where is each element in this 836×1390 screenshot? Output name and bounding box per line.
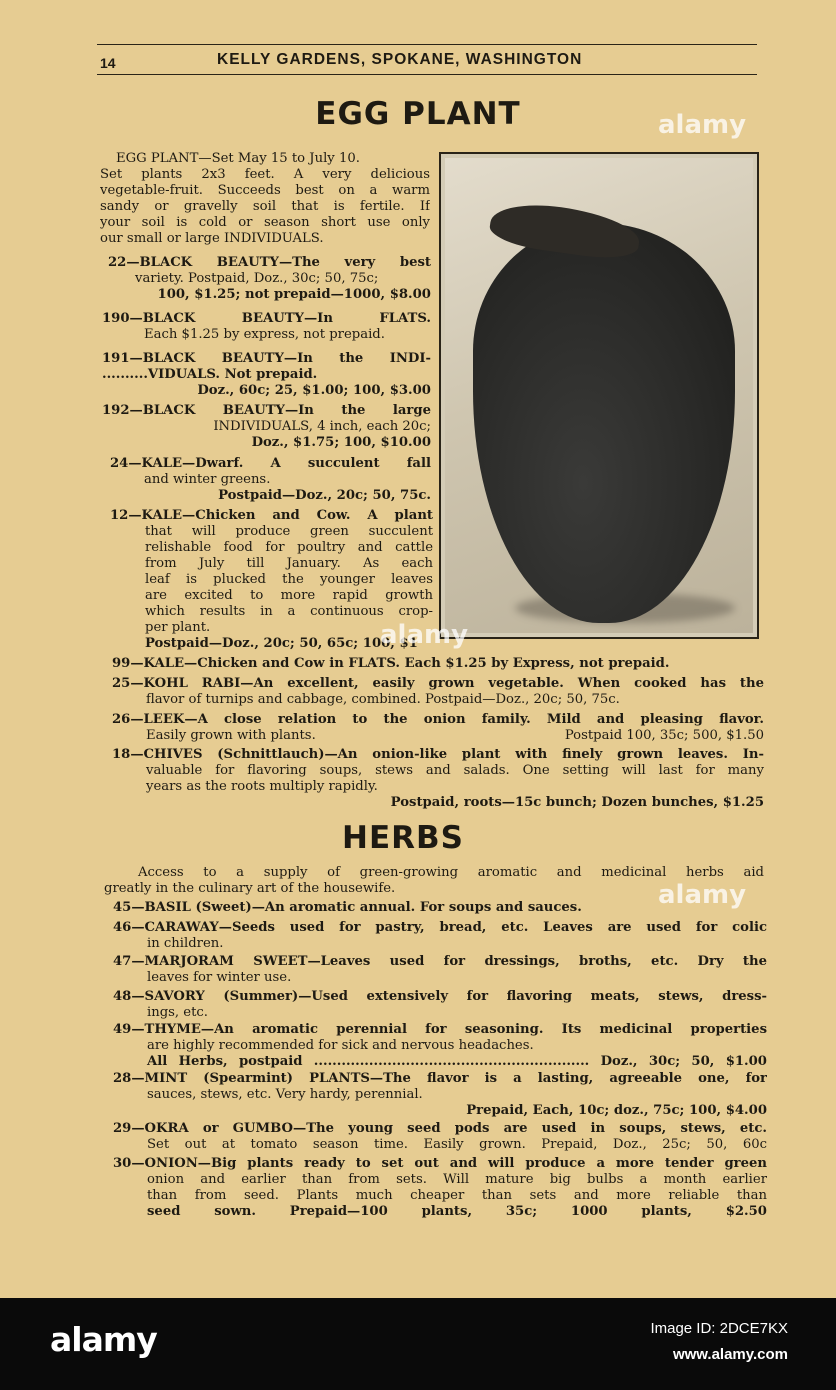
catalog-item: 12—KALE—Chicken and Cow. A plant that will produce green succulent relishable food for poultry and cattle from July till January. As each leaf is plucked the younger leaves are excited to more rapid growth which results in a continuous crop- per plant. Postpaid—Doz., 20c; 50, 65c; 100, $1 bbox=[110, 508, 433, 651]
catalog-item: 22—BLACK BEAUTY—The very best variety. Postpaid, Doz., 30c; 50, 75c; 100, $1.25; not prepaid—1000, $8.00 bbox=[108, 255, 431, 302]
eggplant-image bbox=[445, 158, 753, 633]
watermark: alamy bbox=[658, 880, 747, 910]
catalog-item: 47—MARJORAM SWEET—Leaves used for dressings, broths, etc. Dry the leaves for winter use. bbox=[113, 954, 767, 985]
herbs-intro: Access to a supply of green-growing aromatic and medicinal herbs aid greatly in the culinary art of the housewife. bbox=[104, 865, 764, 896]
catalog-item: 25—KOHL RABI—An excellent, easily grown vegetable. When cooked has the flavor of turnips and cabbage, combined. Postpaid—Doz., 20c; 50, 75c. bbox=[112, 676, 764, 707]
catalog-item: 30—ONION—Big plants ready to set out and will produce a more tender green onion and earlier than from sets. Will mature big bulbs a month earlier than from seed. Plants much cheaper than sets and more reliable than seed sown. Prepaid—100 plants, 35c; 1000 plants, $2.50 bbox=[113, 1156, 767, 1219]
catalog-item: 24—KALE—Dwarf. A succulent fall and winter greens. Postpaid—Doz., 20c; 50, 75c. bbox=[110, 456, 431, 503]
catalog-item: 28—MINT (Spearmint) PLANTS—The flavor is a lasting, agreeable one, for sauces, stews, etc. Very hardy, perennial. Prepaid, Each, 10c; doz., 75c; 100, $4.00 bbox=[113, 1071, 767, 1118]
running-title: KELLY GARDENS, SPOKANE, WASHINGTON bbox=[217, 51, 583, 68]
egg-plant-intro: EGG PLANT—Set May 15 to July 10. Set plants 2x3 feet. A very delicious vegetable-fruit. Succeeds best on a warm sandy or gravelly soil that is fertile. If your soil is cold or season short use only our small or large INDIVIDUALS. bbox=[100, 151, 430, 246]
catalog-item: 49—THYME—An aromatic perennial for seasoning. Its medicinal properties are highly recommended for sick and nervous headaches. All Herbs, postpaid ............................................................ Doz., 30c; 50, $1.00 bbox=[113, 1022, 767, 1069]
catalog-item: 99—KALE—Chicken and Cow in FLATS. Each $1.25 by Express, not prepaid. bbox=[112, 656, 670, 671]
catalog-item: 26—LEEK—A close relation to the onion family. Mild and pleasing flavor. Easily grown with plants. Postpaid 100, 35c; 500, $1.50 bbox=[112, 712, 764, 743]
egg-plant-heading: EGG PLANT bbox=[315, 96, 521, 132]
catalog-item: 29—OKRA or GUMBO—The young seed pods are used in soups, stews, etc. Set out at tomato season time. Easily grown. Prepaid, Doz., 25c; 50, 60c bbox=[113, 1121, 767, 1152]
catalog-item: 192—BLACK BEAUTY—In the large INDIVIDUALS, 4 inch, each 20c; Doz., $1.75; 100, $10.00 bbox=[102, 403, 431, 450]
stock-footer bbox=[0, 1298, 836, 1390]
herbs-heading: HERBS bbox=[342, 820, 464, 856]
page-number: 14 bbox=[100, 55, 116, 71]
image-id: Image ID: 2DCE7KX bbox=[650, 1320, 788, 1337]
catalog-item: 18—CHIVES (Schnittlauch)—An onion-like plant with finely grown leaves. In- valuable for flavoring soups, stews and salads. One setting will last for many years as the roots multiply rapidly. Postpaid, roots—15c bunch; Dozen bunches, $1.25 bbox=[112, 747, 764, 810]
page-header bbox=[97, 44, 757, 75]
catalog-item: 190—BLACK BEAUTY—In FLATS. Each $1.25 by express, not prepaid. bbox=[102, 311, 431, 342]
catalog-item: 46—CARAWAY—Seeds used for pastry, bread, etc. Leaves are used for colic in children. bbox=[113, 920, 767, 951]
catalog-item: 48—SAVORY (Summer)—Used extensively for flavoring meats, stews, dress- ings, etc. bbox=[113, 989, 767, 1020]
site-url: www.alamy.com bbox=[672, 1346, 788, 1363]
catalog-item: 45—BASIL (Sweet)—An aromatic annual. For soups and sauces. bbox=[113, 900, 582, 915]
brand-logo: alamy bbox=[50, 1320, 157, 1359]
eggplant-photo bbox=[439, 152, 759, 639]
catalog-item: 191—BLACK BEAUTY—In the INDI- ..........VIDUALS. Not prepaid. Doz., 60c; 25, $1.00; 100, $3.00 bbox=[102, 351, 431, 398]
watermark: alamy bbox=[380, 620, 469, 650]
watermark: alamy bbox=[658, 110, 747, 140]
eggplant-fruit bbox=[473, 223, 735, 623]
leek-line: Easily grown with plants. Postpaid 100, 35c; 500, $1.50 bbox=[146, 728, 764, 743]
